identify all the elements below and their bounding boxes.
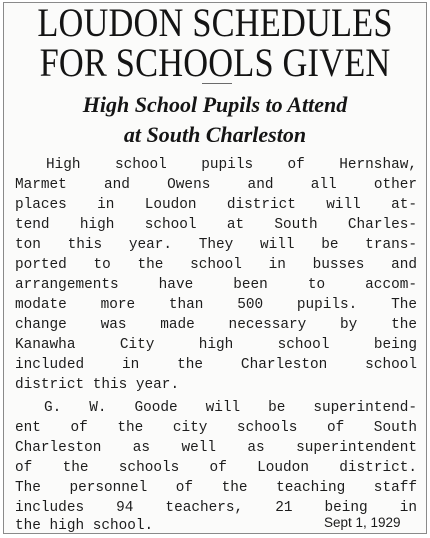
body-line: G. W. Goode will be superintend- <box>44 400 417 416</box>
body-line: Charleston as well as superintendent <box>15 440 417 456</box>
body-line: High school pupils of Hernshaw, <box>46 157 417 173</box>
body-line: places in Loudon district will at- <box>15 197 417 213</box>
body-line: tend high school at South Charles- <box>15 217 417 233</box>
body-line: modate more than 500 pupils. The <box>15 297 417 313</box>
subhead-line-1: High School Pupils to Attend <box>82 92 348 117</box>
body-line: district this year. <box>15 377 180 393</box>
body-line: the high school. <box>15 518 154 534</box>
body-line: Kanawha City high school being <box>15 337 417 353</box>
headline-line-2: FOR SCHOOLS GIVEN <box>39 40 391 85</box>
date-annotation: Sept 1, 1929 <box>324 515 401 530</box>
body-line: of the schools of Loudon district. <box>15 460 417 476</box>
body-line: The personnel of the teaching staff <box>15 480 417 496</box>
body-line: ent of the city schools of South <box>15 420 417 436</box>
body-line: arrangements have been to accom- <box>15 277 417 293</box>
body-line: includes 94 teachers, 21 being in <box>15 500 417 516</box>
body-line: ton this year. They will be trans- <box>15 237 417 253</box>
subhead-line-2: at South Charleston <box>123 122 307 147</box>
headline-line-1: LOUDON SCHEDULES <box>37 2 393 45</box>
divider-rule <box>202 83 232 84</box>
body-line: included in the Charleston school <box>15 357 417 373</box>
body-line: ported to the school in busses and <box>15 257 417 273</box>
body-line: Marmet and Owens and all other <box>15 177 417 193</box>
body-line: change was made necessary by the <box>15 317 417 333</box>
newspaper-clipping <box>3 2 427 534</box>
